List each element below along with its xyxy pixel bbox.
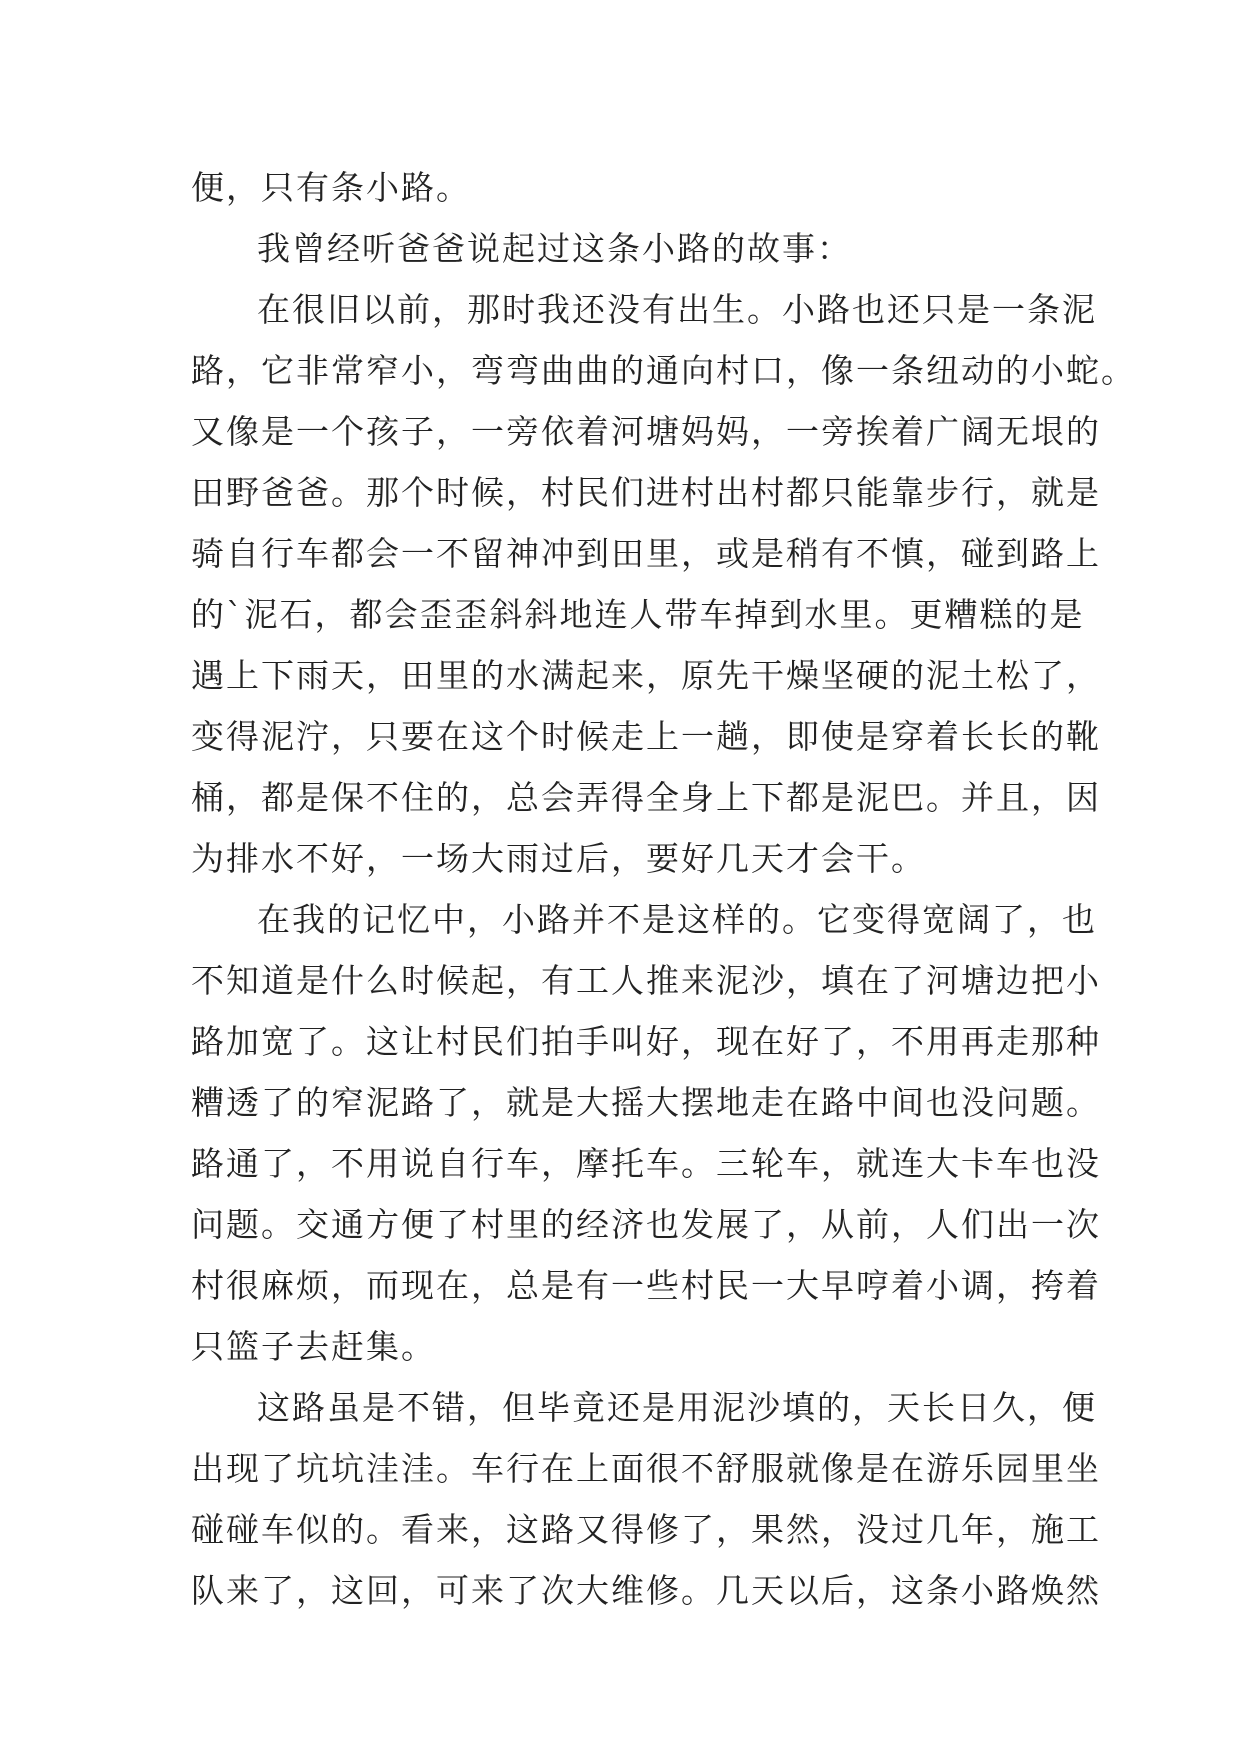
text-line: 问题。交通方便了村里的经济也发展了，从前，人们出一次: [191, 1205, 1101, 1244]
text-line: 路，它非常窄小，弯弯曲曲的通向村口，像一条纽动的小蛇。: [191, 351, 1136, 390]
text-line: 在我的记忆中，小路并不是这样的。它变得宽阔了，也: [257, 900, 1097, 939]
text-line: 碰碰车似的。看来，这路又得修了，果然，没过几年，施工: [191, 1510, 1101, 1549]
text-line: 出现了坑坑洼洼。车行在上面很不舒服就像是在游乐园里坐: [191, 1449, 1101, 1488]
text-line: 又像是一个孩子，一旁依着河塘妈妈，一旁挨着广阔无垠的: [191, 412, 1101, 451]
text-line: 不知道是什么时候起，有工人推来泥沙，填在了河塘边把小: [191, 961, 1101, 1000]
text-line: 我曾经听爸爸说起过这条小路的故事：: [257, 229, 852, 268]
text-line: 村很麻烦，而现在，总是有一些村民一大早哼着小调，挎着: [191, 1266, 1101, 1305]
text-line: 为排水不好，一场大雨过后，要好几天才会干。: [191, 839, 926, 878]
text-line: 变得泥泞，只要在这个时候走上一趟，即使是穿着长长的靴: [191, 717, 1101, 756]
text-line: 田野爸爸。那个时候，村民们进村出村都只能靠步行，就是: [191, 473, 1101, 512]
text-line: 队来了，这回，可来了次大维修。几天以后，这条小路焕然: [191, 1571, 1101, 1610]
text-line: 的`泥石，都会歪歪斜斜地连人带车掉到水里。更糟糕的是: [191, 595, 1085, 634]
text-line: 骑自行车都会一不留神冲到田里，或是稍有不慎，碰到路上: [191, 534, 1101, 573]
text-line: 路通了，不用说自行车，摩托车。三轮车，就连大卡车也没: [191, 1144, 1101, 1183]
text-line: 糟透了的窄泥路了，就是大摇大摆地走在路中间也没问题。: [191, 1083, 1101, 1122]
text-line: 这路虽是不错，但毕竟还是用泥沙填的，天长日久，便: [257, 1388, 1097, 1427]
text-line: 便，只有条小路。: [191, 168, 471, 207]
text-line: 路加宽了。这让村民们拍手叫好，现在好了，不用再走那种: [191, 1022, 1101, 1061]
document-body: [191, 157, 1136, 1621]
text-line: 在很旧以前，那时我还没有出生。小路也还只是一条泥: [257, 290, 1097, 329]
text-line: 桶，都是保不住的，总会弄得全身上下都是泥巴。并且，因: [191, 778, 1101, 817]
text-line: 只篮子去赶集。: [191, 1327, 436, 1366]
text-line: 遇上下雨天，田里的水满起来，原先干燥坚硬的泥土松了，: [191, 656, 1101, 695]
